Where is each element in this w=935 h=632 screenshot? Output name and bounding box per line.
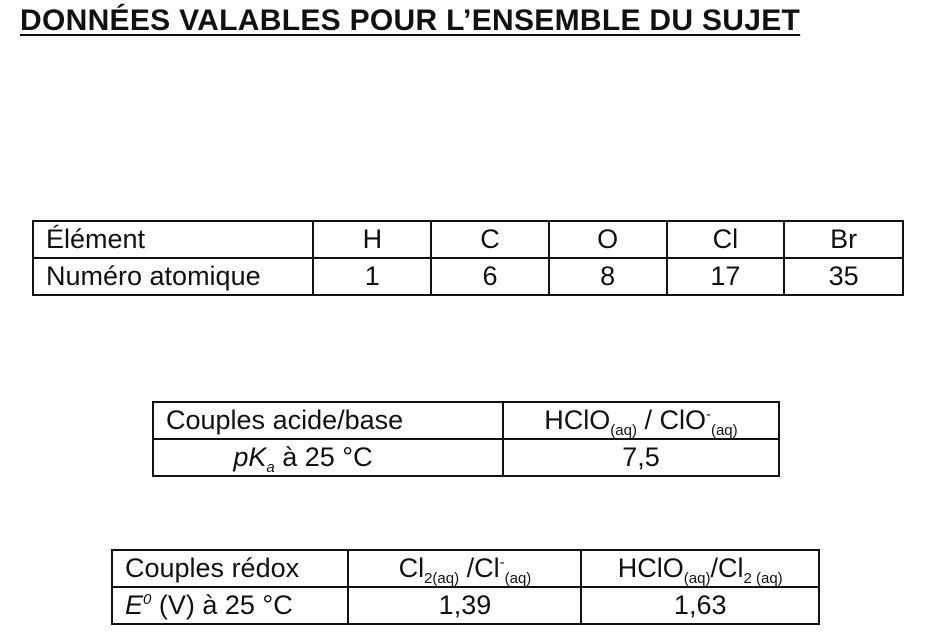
atomic-number-table xyxy=(32,220,904,296)
table-row xyxy=(33,221,903,258)
table-row xyxy=(112,587,819,624)
table-row xyxy=(153,402,779,439)
pka-prefix: p xyxy=(233,442,249,472)
base-formula: ClO xyxy=(659,405,706,435)
e0-suffix: (V) à 25 °C xyxy=(151,590,293,620)
redox-couple-1 xyxy=(348,550,581,587)
ox-state: (aq) xyxy=(683,570,711,587)
e0-value: 1,39 xyxy=(348,587,581,624)
atomic-number: 6 xyxy=(431,258,549,295)
table-row xyxy=(153,439,779,476)
table-row xyxy=(112,550,819,587)
atomic-number: 8 xyxy=(549,258,667,295)
red-formula: Cl xyxy=(717,553,744,583)
atomic-number: 1 xyxy=(313,258,431,295)
atomic-number: 17 xyxy=(667,258,785,295)
acid-formula: HClO xyxy=(544,405,611,435)
acid-base-header: Couples acide/base xyxy=(153,402,503,439)
e0-value: 1,63 xyxy=(581,587,819,624)
row-header-element: Élément xyxy=(33,221,313,258)
element-symbol: H xyxy=(313,221,431,258)
ox-formula: HClO xyxy=(617,553,684,583)
pka-sub: a xyxy=(266,459,275,476)
base-charge: - xyxy=(705,406,711,423)
red-charge: - xyxy=(499,554,505,571)
red-sub: 2 (aq) xyxy=(743,570,783,587)
e0-letter: E xyxy=(125,590,144,620)
couple-separator: / xyxy=(459,553,475,583)
element-symbol: Cl xyxy=(667,221,785,258)
pka-k: K xyxy=(248,442,267,472)
acid-base-couple xyxy=(503,402,779,439)
ox-sub: 2(aq) xyxy=(424,570,460,587)
atomic-number: 35 xyxy=(784,258,903,295)
e0-sup: 0 xyxy=(143,591,152,608)
couple-separator: / xyxy=(636,405,660,435)
row-header-atomic-number: Numéro atomique xyxy=(33,258,313,295)
element-symbol: Br xyxy=(784,221,903,258)
ox-formula: Cl xyxy=(398,553,425,583)
red-state: (aq) xyxy=(504,570,532,587)
redox-table xyxy=(111,549,820,625)
redox-couple-2 xyxy=(581,550,819,587)
acid-state: (aq) xyxy=(610,422,637,439)
e0-label xyxy=(112,587,348,624)
base-state: (aq) xyxy=(710,422,738,439)
pka-suffix: à 25 °C xyxy=(274,442,373,472)
acid-base-table xyxy=(152,401,780,477)
redox-header: Couples rédox xyxy=(112,550,348,587)
couple-separator: / xyxy=(710,553,718,583)
pka-label xyxy=(153,439,503,476)
table-row xyxy=(33,258,903,295)
element-symbol: C xyxy=(431,221,549,258)
red-formula: Cl xyxy=(474,553,500,583)
page-title: DONNÉES VALABLES POUR L’ENSEMBLE DU SUJET xyxy=(20,4,801,37)
element-symbol: O xyxy=(549,221,667,258)
pka-value: 7,5 xyxy=(503,439,779,476)
